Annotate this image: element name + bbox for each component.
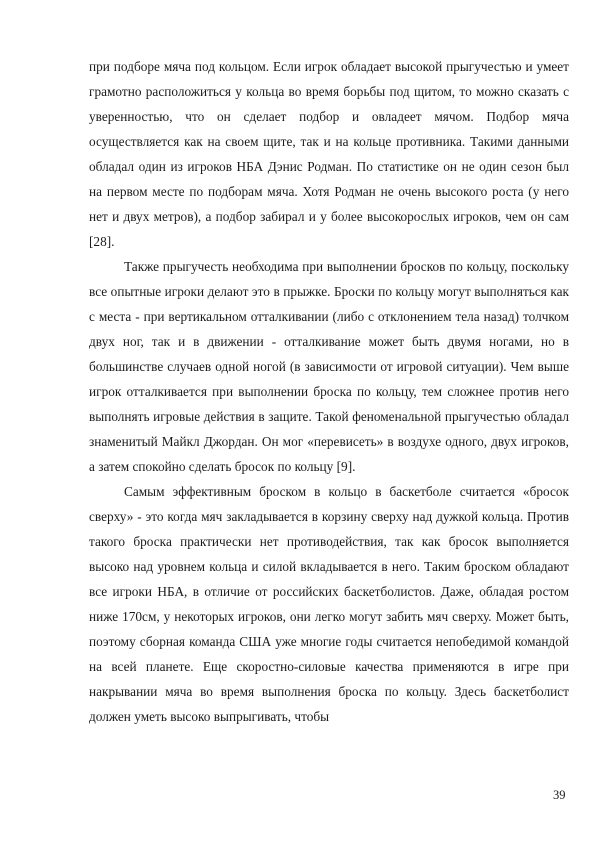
paragraph-jump-shots: Также прыгучесть необходима при выполнении бросков по кольцу, поскольку все опытные игроки делают это в прыжке. Броски по кольцу могут выполняться как с места - при вертикальном отталкивании (либо с отклонением тела назад) толчком двух ног, так и в движении - отталкивание может быть двумя ногами, но в большинстве случаев одной ногой (в зависимости от игровой ситуации). Чем выше игрок отталкивается при выполнении броска по кольцу, тем сложнее против него выполнять игровые действия в защите. Такой феноменальной прыгучестью обладал знаменитый Майкл Джордан. Он мог «перевисеть» в воздухе одного, двух игроков, а затем спокойно сделать бросок по кольцу [9].	[89, 259, 569, 474]
body-text	[89, 54, 569, 729]
page-number: 39	[553, 788, 566, 802]
paragraph-slam-dunk: Самым эффективным броском в кольцо в баскетболе считается «бросок сверху» - это когда мяч закладывается в корзину сверху над дужкой кольца. Против такого броска практически нет противодействия, так как бросок выполняется высоко над уровнем кольца и силой вкладывается в него. Таким броском обладают все игроки НБА, в отличие от российских баскетболистов. Даже, обладая ростом ниже 170см, у некоторых игроков, они легко могут забить мяч сверху. Может быть, поэтому сборная команда США уже многие годы считается непобедимой командой на всей планете. Еще скоростно-силовые качества применяются в игре при накрывании мяча во время выполнения броска по кольцу. Здесь баскетболист должен уметь высоко выпрыгивать, чтобы	[89, 484, 569, 724]
paragraph-rebounding: при подборе мяча под кольцом. Если игрок обладает высокой прыгучестью и умеет грамотно расположиться у кольца во время борьбы под щитом, то можно сказать с уверенностью, что он сделает подбор и овладеет мячом. Подбор мяча осуществляется как на своем щите, так и на кольце противника. Такими данными обладал один из игроков НБА Дэнис Родман. По статистике он не один сезон был на первом месте по подборам мяча. Хотя Родман не очень высокого роста (у него нет и двух метров), а подбор забирал и у более высокорослых игроков, чем он сам [28].	[89, 59, 569, 249]
